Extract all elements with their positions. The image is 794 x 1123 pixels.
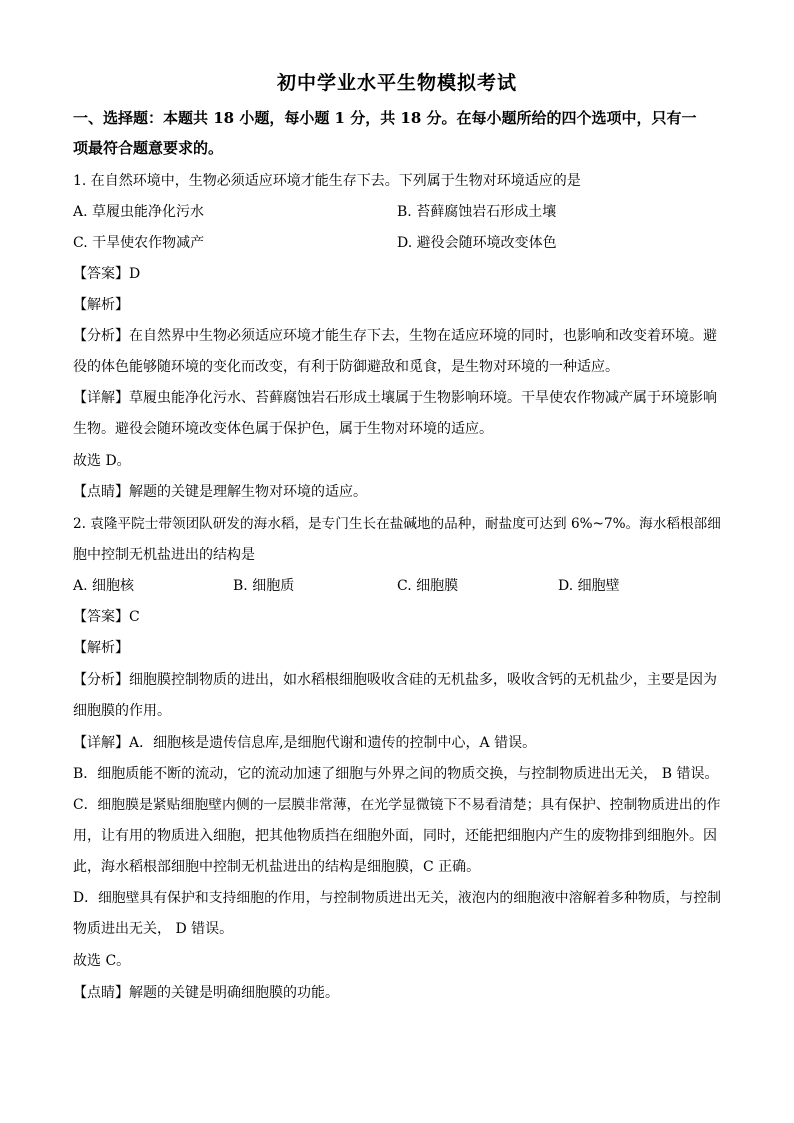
q2-xiangjie-c-line3: 此，海水稻根部细胞中控制无机盐进出的结构是细胞膜，C 正确。: [73, 859, 481, 875]
q1-dianjing: 【点睛】解题的关键是理解生物对环境的适应。: [73, 484, 367, 500]
q1-stem: 1. 在自然环境中，生物必须适应环境才能生存下去。下列属于生物对环境适应的是: [73, 173, 581, 189]
q2-xiangjie-a: 【详解】A．细胞核是遗传信息库,是细胞代谢和遗传的控制中心，A 错误。: [73, 735, 537, 751]
q1-analysis-label: 【解析】: [73, 297, 129, 313]
q2-dianjing: 【点睛】解题的关键是明确细胞膜的功能。: [73, 985, 339, 1001]
q2-fenxi-line2: 细胞膜的作用。: [73, 703, 171, 719]
q2-xiangjie-b: B．细胞质能不断的流动，它的流动加速了细胞与外界之间的物质交换，与控制物质进出无关， B 错误。: [73, 766, 719, 782]
q1-option-d: D. 避役会随环境改变体色: [397, 235, 557, 251]
q1-option-c: C. 干旱使农作物减产: [73, 235, 205, 251]
q2-option-a: A. 细胞核: [73, 578, 135, 594]
q2-stem-line1: 2. 袁隆平院士带领团队研发的海水稻，是专门生长在盐碱地的品种，耐盐度可达到 6%~7%。海水稻根部细: [73, 516, 721, 532]
q2-choose: 故选 C。: [73, 953, 131, 969]
q2-fenxi-line1: 【分析】细胞膜控制物质的进出，如水稻根细胞吸收含硅的无机盐多，吸收含钙的无机盐少，主要是因为: [73, 672, 717, 688]
q2-answer: 【答案】C: [73, 609, 140, 625]
q1-option-b: B. 苔藓腐蚀岩石形成土壤: [397, 204, 557, 220]
q1-xiangjie-line1: 【详解】草履虫能净化污水、苔藓腐蚀岩石形成土壤属于生物影响环境。干旱使农作物减产属于环境影响: [73, 390, 717, 406]
section-heading-line2: 项最符合题意要求的。: [73, 139, 224, 157]
q2-stem-line2: 胞中控制无机盐进出的结构是: [73, 547, 255, 563]
section-heading-line1: 一、选择题：本题共 18 小题，每小题 1 分，共 18 分。在每小题所给的四个选项中，只有一: [73, 109, 697, 127]
q1-choose: 故选 D。: [73, 453, 131, 469]
exam-title: 初中学业水平生物模拟考试: [276, 72, 517, 94]
q2-option-b: B. 细胞质: [233, 578, 295, 594]
q2-xiangjie-c-line1: C．细胞膜是紧贴细胞壁内侧的一层膜非常薄，在光学显微镜下不易看清楚；具有保护、控制物质进出的作: [73, 797, 721, 813]
q1-fenxi-line2: 役的体色能够随环境的变化而改变，有利于防御避敌和觅食，是生物对环境的一种适应。: [73, 359, 619, 375]
q1-xiangjie-line2: 生物。避役会随环境改变体色属于保护色，属于生物对环境的适应。: [73, 421, 493, 437]
q2-xiangjie-d-line2: 物质进出无关， D 错误。: [73, 921, 234, 937]
q2-analysis-label: 【解析】: [73, 640, 129, 656]
q1-answer: 【答案】D: [73, 266, 141, 282]
q2-option-c: C. 细胞膜: [397, 578, 459, 594]
q2-xiangjie-c-line2: 用，让有用的物质进入细胞，把其他物质挡在细胞外面，同时，还能把细胞内产生的废物排到细胞外。因: [73, 828, 717, 844]
q2-option-d: D. 细胞壁: [558, 578, 620, 594]
q1-fenxi-line1: 【分析】在自然界中生物必须适应环境才能生存下去，生物在适应环境的同时，也影响和改变着环境。避: [73, 328, 717, 344]
q2-xiangjie-d-line1: D．细胞壁具有保护和支持细胞的作用，与控制物质进出无关，液泡内的细胞液中溶解着多种物质，与控制: [73, 890, 721, 906]
q1-option-a: A. 草履虫能净化污水: [73, 204, 205, 220]
